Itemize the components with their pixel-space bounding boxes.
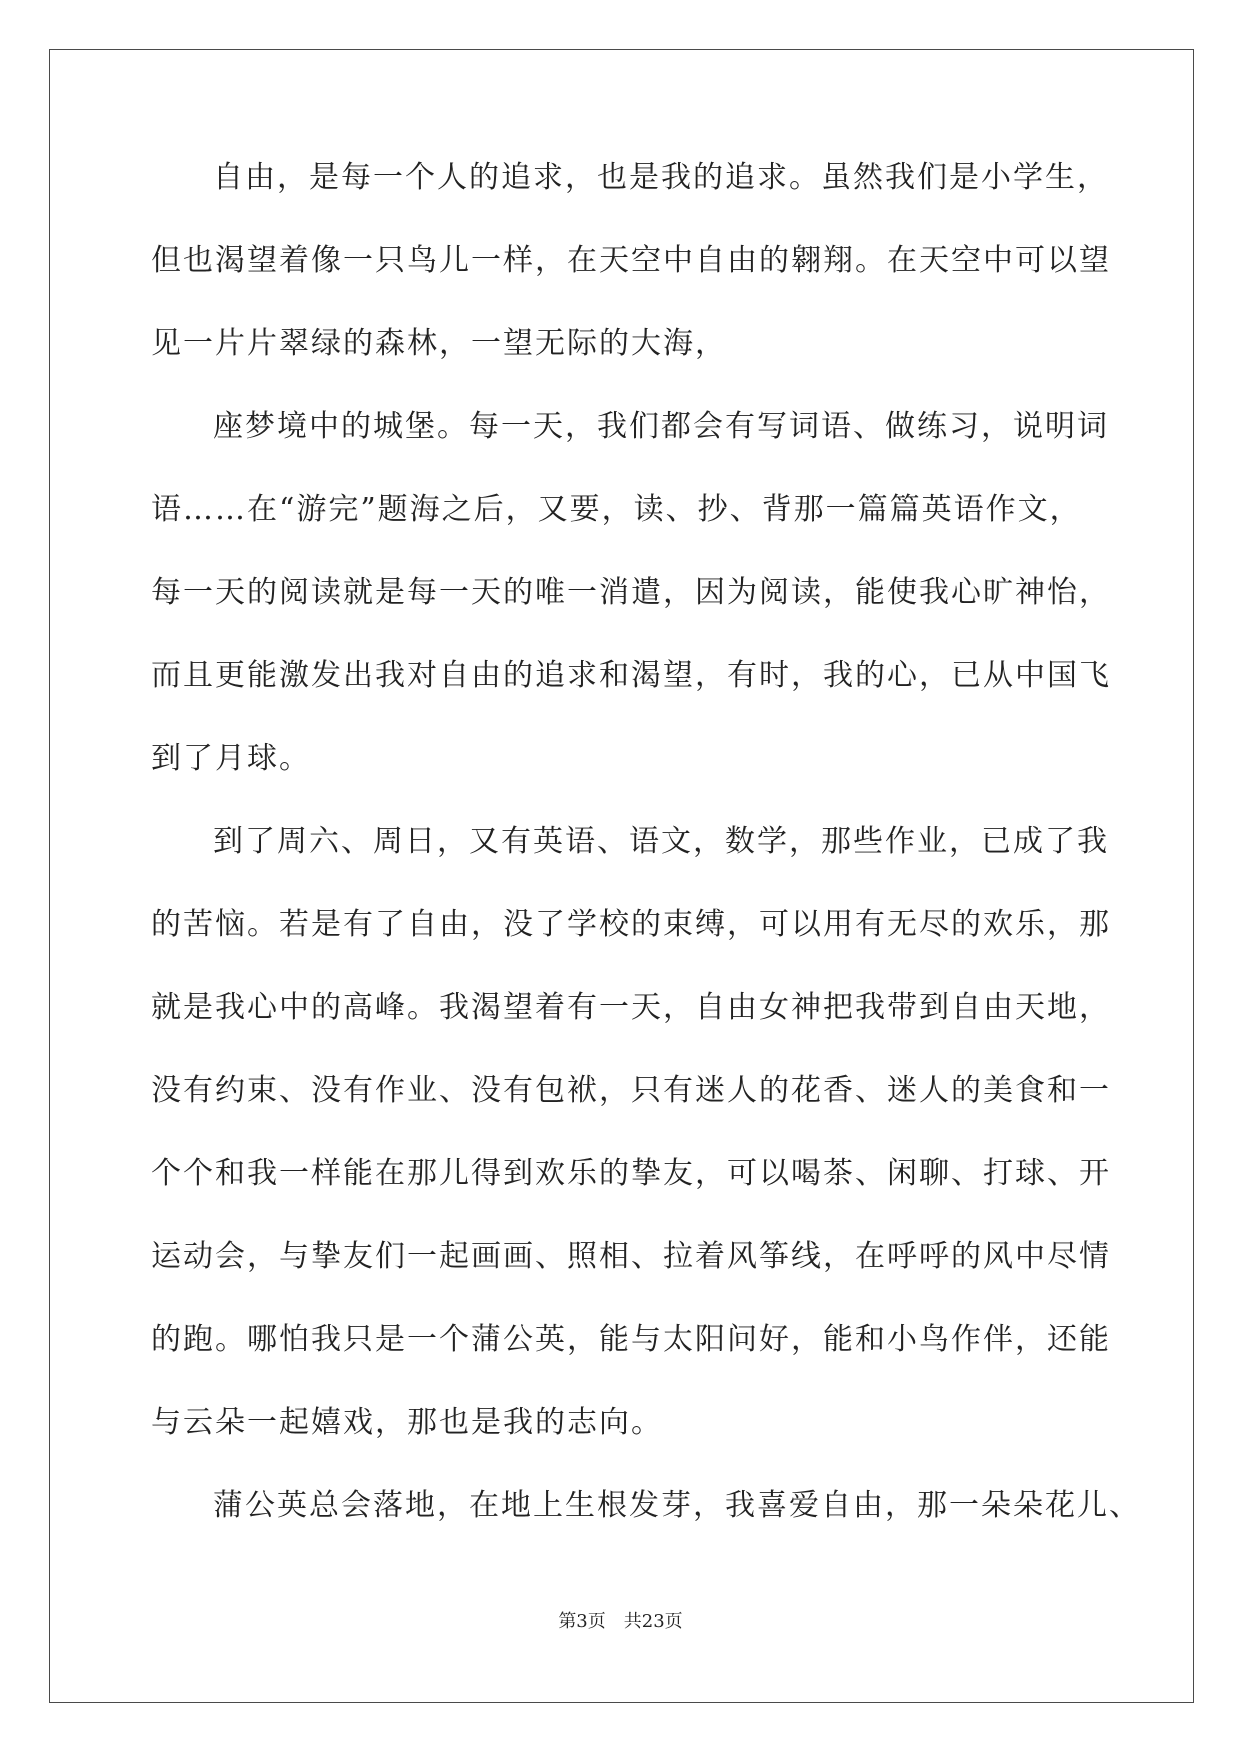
paragraph-line: 与云朵一起嬉戏，那也是我的志向。 [151, 1405, 663, 1440]
page-number: 第3页 [558, 1611, 606, 1632]
paragraph-line: 蒲公英总会落地，在地上生根发芽，我喜爱自由，那一朵朵花儿、 [213, 1488, 1141, 1523]
paragraph-line: 到了周六、周日，又有英语、语文，数学，那些作业，已成了我 [213, 824, 1109, 859]
paragraph-line: 见一片片翠绿的森林，一望无际的大海， [151, 326, 727, 361]
page-total: 共23页 [623, 1611, 683, 1632]
page-footer [0, 1607, 1241, 1633]
paragraph-line: 就是我心中的高峰。我渴望着有一天，自由女神把我带到自由天地， [151, 990, 1111, 1025]
paragraph-line: 座梦境中的城堡。每一天，我们都会有写词语、做练习，说明词 [213, 409, 1109, 444]
paragraph-line: 个个和我一样能在那儿得到欢乐的挚友，可以喝茶、闲聊、打球、开 [151, 1156, 1111, 1191]
paragraph-line: 每一天的阅读就是每一天的唯一消遣，因为阅读，能使我心旷神怡， [151, 575, 1111, 610]
paragraph-line: 没有约束、没有作业、没有包袱，只有迷人的花香、迷人的美食和一 [151, 1073, 1111, 1108]
paragraph-line: 而且更能激发出我对自由的追求和渴望，有时，我的心，已从中国飞 [151, 658, 1111, 693]
document-body [151, 160, 1141, 1571]
paragraph-line: 到了月球。 [151, 741, 311, 776]
paragraph-line: 运动会，与挚友们一起画画、照相、拉着风筝线，在呼呼的风中尽情 [151, 1239, 1111, 1274]
paragraph-line: 但也渴望着像一只鸟儿一样，在天空中自由的翱翔。在天空中可以望 [151, 243, 1111, 278]
paragraph-line: 的苦恼。若是有了自由，没了学校的束缚，可以用有无尽的欢乐，那 [151, 907, 1111, 942]
paragraph-line: 语……在“游完”题海之后，又要，读、抄、背那一篇篇英语作文， [151, 492, 1082, 527]
paragraph-line: 的跑。哪怕我只是一个蒲公英，能与太阳问好，能和小鸟作伴，还能 [151, 1322, 1111, 1357]
paragraph-line: 自由，是每一个人的追求，也是我的追求。虽然我们是小学生， [213, 160, 1109, 195]
